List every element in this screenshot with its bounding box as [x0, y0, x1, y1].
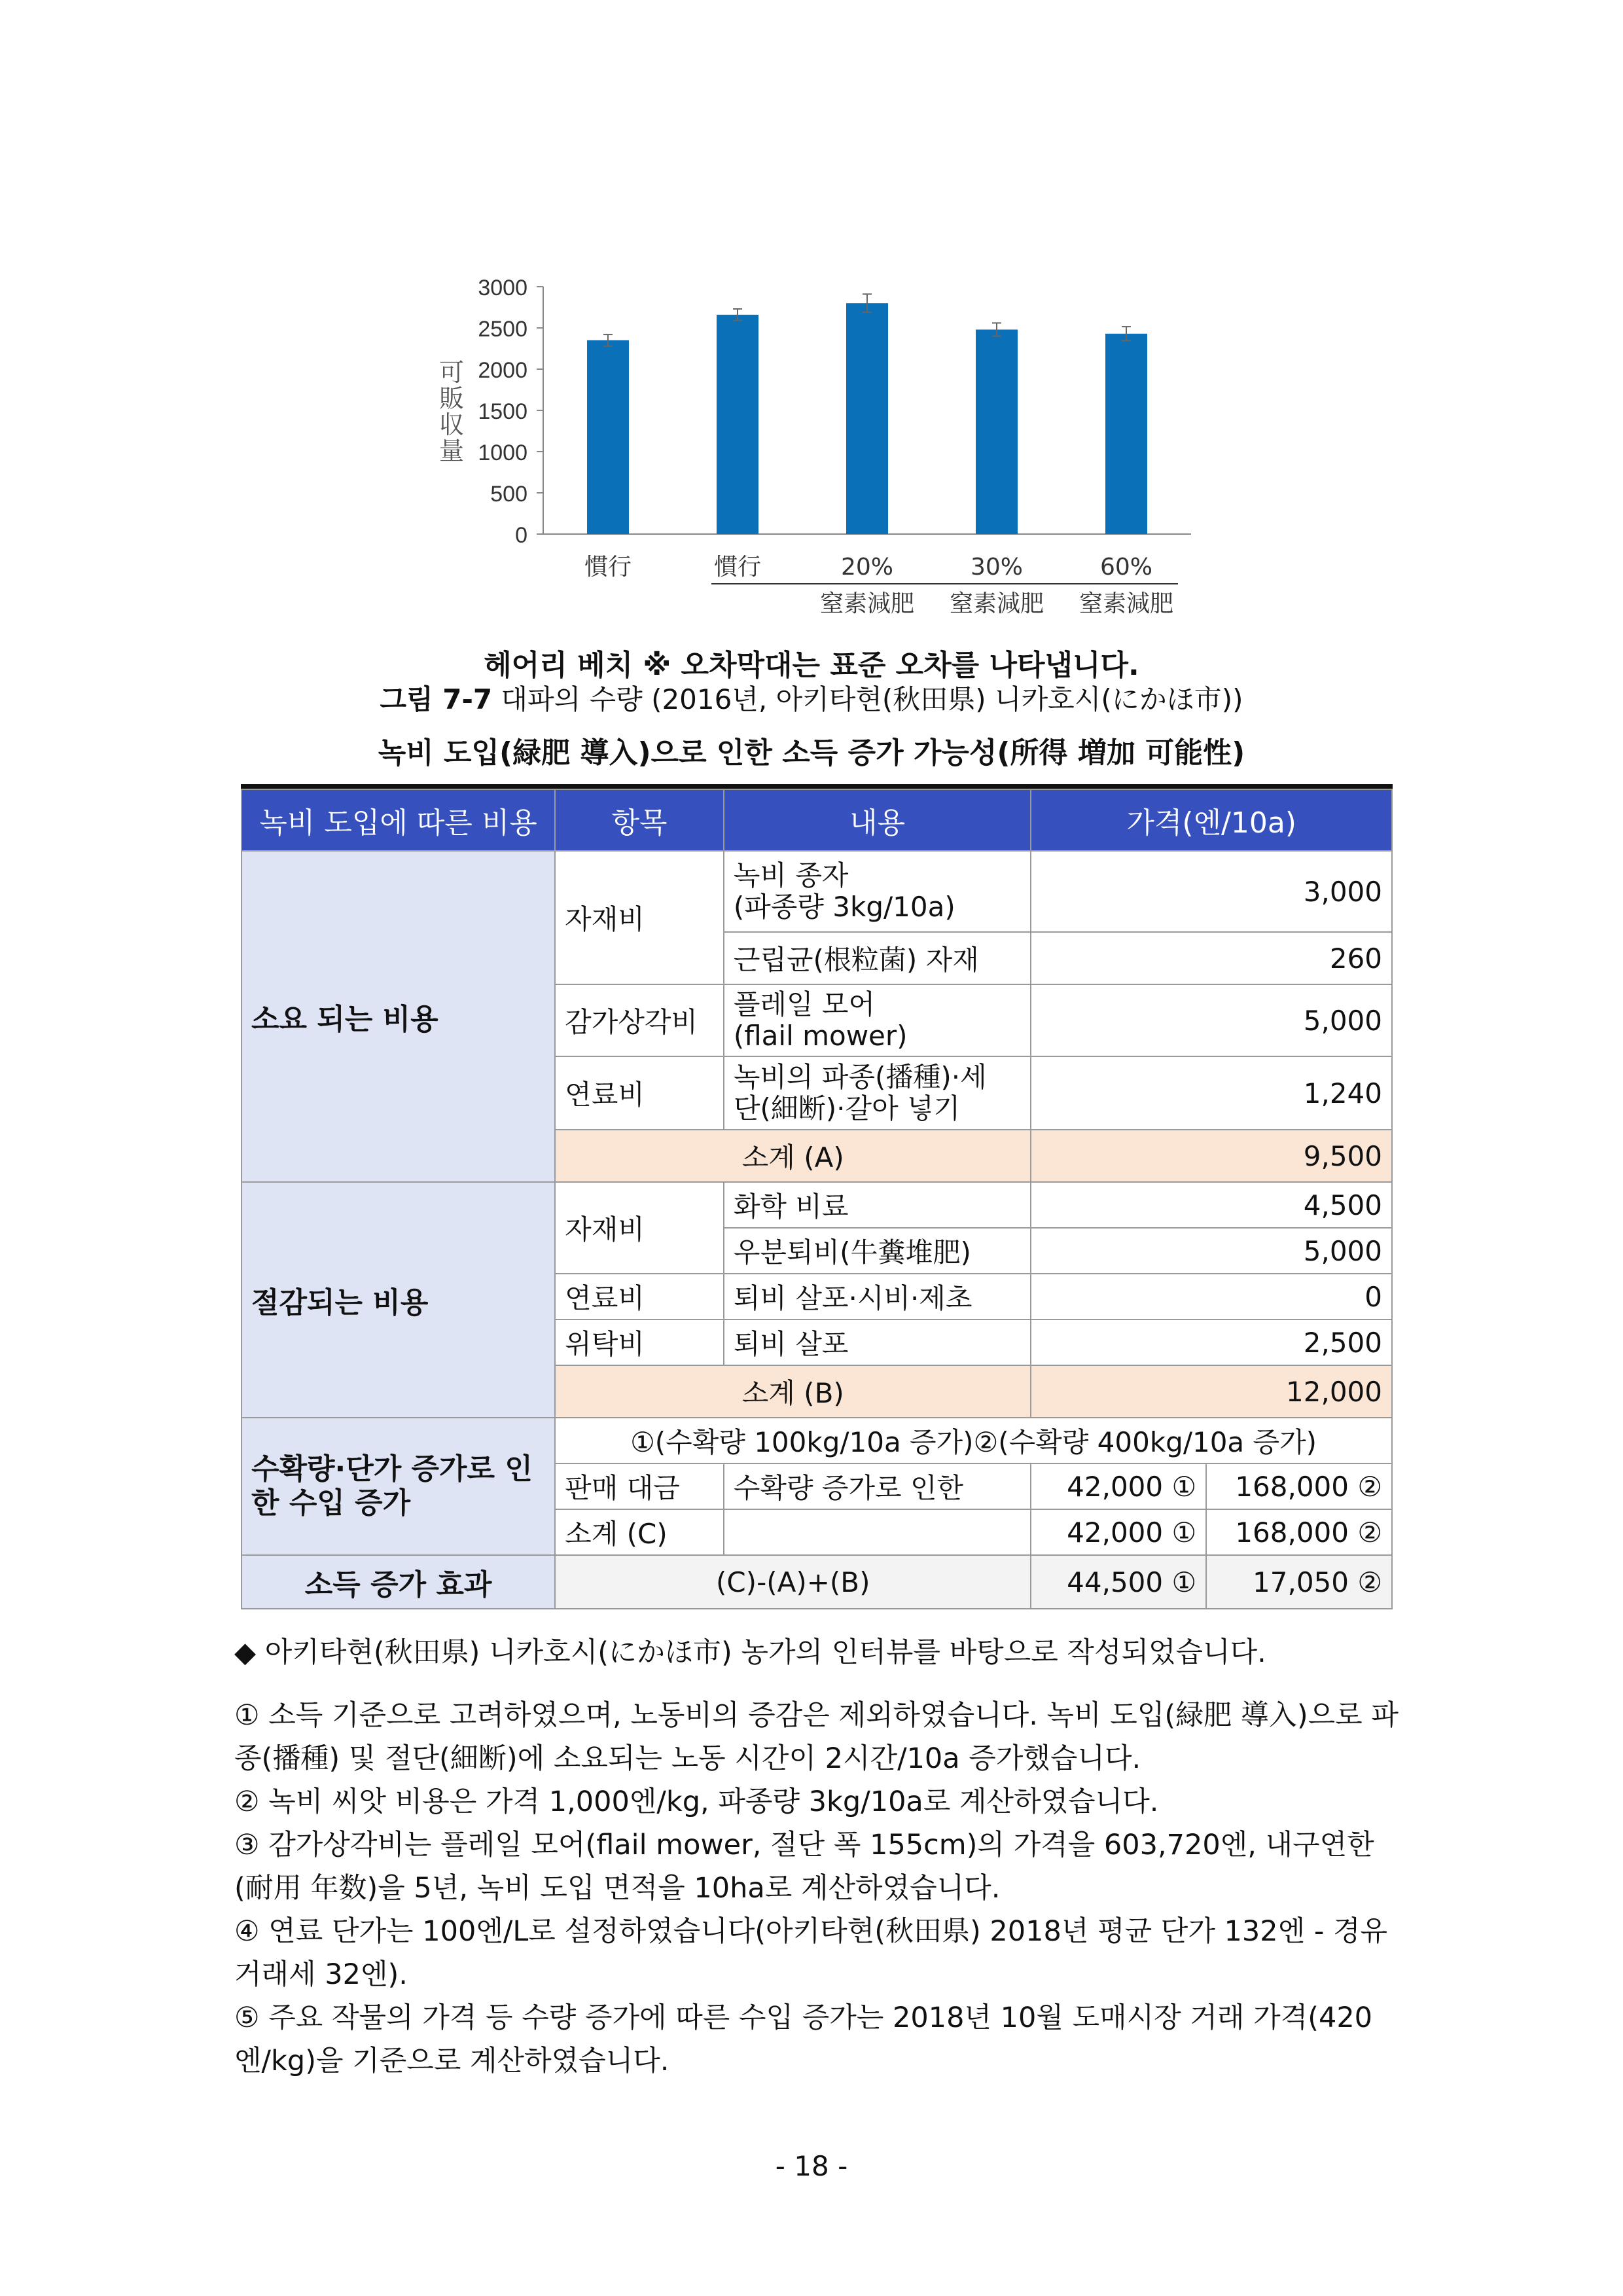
x-category-label: 60% — [1099, 554, 1153, 581]
note-item: ③ 감가상각비는 플레일 모어(flail mower, 절단 폭 155cm)의 가격을 603,720엔, 내구연한(耐用 年数)을 5년, 녹비 도입 면적을 10ha로 계산하였습니다. — [234, 1829, 1374, 1905]
consign-price: 2,500 — [1031, 1319, 1392, 1365]
cost-table — [241, 789, 1393, 1609]
x-sub-label: 窒素減肥 — [819, 590, 915, 617]
y-tick-label: 3000 — [478, 276, 527, 300]
item-material: 자재비 — [555, 851, 724, 984]
figure-caption — [0, 678, 1623, 717]
subtotal-c-label: 소계 (C) — [555, 1509, 724, 1555]
subtotal-a-value: 9,500 — [1031, 1130, 1392, 1182]
item-sales: 판매 대금 — [555, 1463, 724, 1509]
y-axis-label: 販 — [438, 384, 465, 413]
x-category-label: 慣行 — [713, 554, 762, 581]
table-row — [241, 851, 1392, 932]
chart-note: 헤어리 베치 ※ 오차막대는 표준 오차를 나타냅니다. — [484, 649, 1139, 682]
page-number: - 18 - — [775, 2150, 848, 2182]
bar — [976, 330, 1018, 534]
subtotal-c-scenario-2: 168,000 ② — [1206, 1509, 1392, 1555]
table-header-row — [241, 789, 1392, 851]
header-item: 항목 — [555, 789, 724, 851]
subtotal-b-value: 12,000 — [1031, 1365, 1392, 1418]
yield-bar-chart — [406, 262, 1191, 628]
y-axis-label: 量 — [438, 437, 465, 465]
fuel-content: 녹비의 파종(播種)·세 단(細断)·갈아 넣기 — [724, 1056, 1031, 1130]
table-title: 녹비 도입(緑肥 導入)으로 인한 소득 증가 가능성(所得 増加 可能性) — [378, 736, 1245, 770]
table-row — [241, 1555, 1392, 1609]
y-tick-label: 0 — [515, 523, 527, 548]
y-tick-label: 2000 — [478, 358, 527, 383]
note-item: ⑤ 주요 작물의 가격 등 수량 증가에 따른 수입 증가는 2018년 10월 도매시장 거래 가격(420엔/kg)을 기준으로 계산하였습니다. — [234, 2001, 1373, 2077]
rhizobia-price: 260 — [1031, 932, 1392, 984]
subtotal-b-label: 소계 (B) — [555, 1365, 1031, 1418]
table-row — [241, 1418, 1392, 1463]
source-note: ◆ 아키타현(秋田県) 니카호시(にかほ市) 농가의 인터뷰를 바탕으로 작성되었습니다. — [234, 1636, 1266, 1669]
manure-price: 5,000 — [1031, 1228, 1392, 1274]
manure-content: 우분퇴비(牛糞堆肥) — [724, 1228, 1031, 1274]
subtotal-a-label: 소계 (A) — [555, 1130, 1031, 1182]
mower-content: 플레일 모어 (flail mower) — [724, 984, 1031, 1056]
bar — [1105, 334, 1147, 534]
note-item: ④ 연료 단가는 100엔/L로 설정하였습니다(아키타현(秋田県) 2018년 평균 단가 132엔 - 경유 거래세 32엔). — [234, 1915, 1388, 1991]
seed-price: 3,000 — [1031, 851, 1392, 932]
table-top-rule — [241, 784, 1393, 789]
y-axis-label: 可 — [438, 358, 465, 387]
y-tick-label: 1000 — [478, 440, 527, 465]
x-sub-label: 窒素減肥 — [949, 590, 1044, 617]
x-category-label: 慣行 — [584, 554, 632, 581]
effect-scenario-1: 44,500 ① — [1031, 1555, 1206, 1609]
consign-content: 퇴비 살포 — [724, 1319, 1031, 1365]
fuel-saved-content: 퇴비 살포·시비·제초 — [724, 1274, 1031, 1319]
header-content: 내용 — [724, 789, 1031, 851]
item-depreciation: 감가상각비 — [555, 984, 724, 1056]
item-fuel-saved: 연료비 — [555, 1274, 724, 1319]
y-tick-label: 500 — [490, 482, 527, 507]
note-item: ② 녹비 씨앗 비용은 가격 1,000엔/kg, 파종량 3kg/10a로 계산하였습니다. — [234, 1785, 1159, 1818]
sales-scenario-1: 42,000 ① — [1031, 1463, 1206, 1509]
header-cost-type: 녹비 도입에 따른 비용 — [241, 789, 555, 851]
y-axis-label: 収 — [438, 410, 465, 439]
bar — [846, 303, 888, 534]
chart-labels — [439, 276, 1173, 617]
note-item: ① 소득 기준으로 고려하였으며, 노동비의 증감은 제외하였습니다. 녹비 도입(緑肥 導入)으로 파종(播種) 및 절단(細断)에 소요되는 노동 시간이 2시간/10a 증가했습니다. — [234, 1699, 1399, 1775]
x-sub-label: 窒素減肥 — [1079, 590, 1174, 617]
figure-caption-text: 대파의 수량 (2016년, 아키타현(秋田県) 니카호시(にかほ市)) — [501, 683, 1243, 715]
item-material-saved: 자재비 — [555, 1182, 724, 1274]
notes-list — [234, 1694, 1399, 2083]
item-consign: 위탁비 — [555, 1319, 724, 1365]
required-cost-category: 소요 되는 비용 — [241, 851, 555, 1182]
x-category-label: 30% — [970, 554, 1024, 581]
figure-label: 그림 7-7 — [380, 683, 493, 715]
fuel-price: 1,240 — [1031, 1056, 1392, 1130]
mower-price: 5,000 — [1031, 984, 1392, 1056]
saved-cost-category: 절감되는 비용 — [241, 1182, 555, 1418]
subtotal-c-scenario-1: 42,000 ① — [1031, 1509, 1206, 1555]
fertilizer-content: 화학 비료 — [724, 1182, 1031, 1228]
x-category-label: 20% — [840, 554, 894, 581]
seed-content: 녹비 종자 (파종량 3kg/10a) — [724, 851, 1031, 932]
sales-scenario-2: 168,000 ② — [1206, 1463, 1392, 1509]
y-tick-label: 1500 — [478, 399, 527, 424]
fuel-saved-price: 0 — [1031, 1274, 1392, 1319]
bar — [717, 315, 758, 534]
item-fuel: 연료비 — [555, 1056, 724, 1130]
table-row — [241, 1182, 1392, 1228]
effect-category: 소득 증가 효과 — [241, 1555, 555, 1609]
y-tick-label: 2500 — [478, 317, 527, 342]
sales-content: 수확량 증가로 인한 — [724, 1463, 1031, 1509]
scenario-header: ①(수확량 100kg/10a 증가)②(수확량 400kg/10a 증가) — [555, 1418, 1392, 1463]
header-price: 가격(엔/10a) — [1031, 789, 1392, 851]
effect-scenario-2: 17,050 ② — [1206, 1555, 1392, 1609]
effect-formula: (C)-(A)+(B) — [555, 1555, 1031, 1609]
subtotal-c-empty — [724, 1509, 1031, 1555]
rhizobia-content: 근립균(根粒菌) 자재 — [724, 932, 1031, 984]
bar — [587, 340, 629, 534]
fertilizer-price: 4,500 — [1031, 1182, 1392, 1228]
income-category: 수확량·단가 증가로 인한 수입 증가 — [241, 1418, 555, 1555]
chart-bars — [587, 294, 1147, 534]
